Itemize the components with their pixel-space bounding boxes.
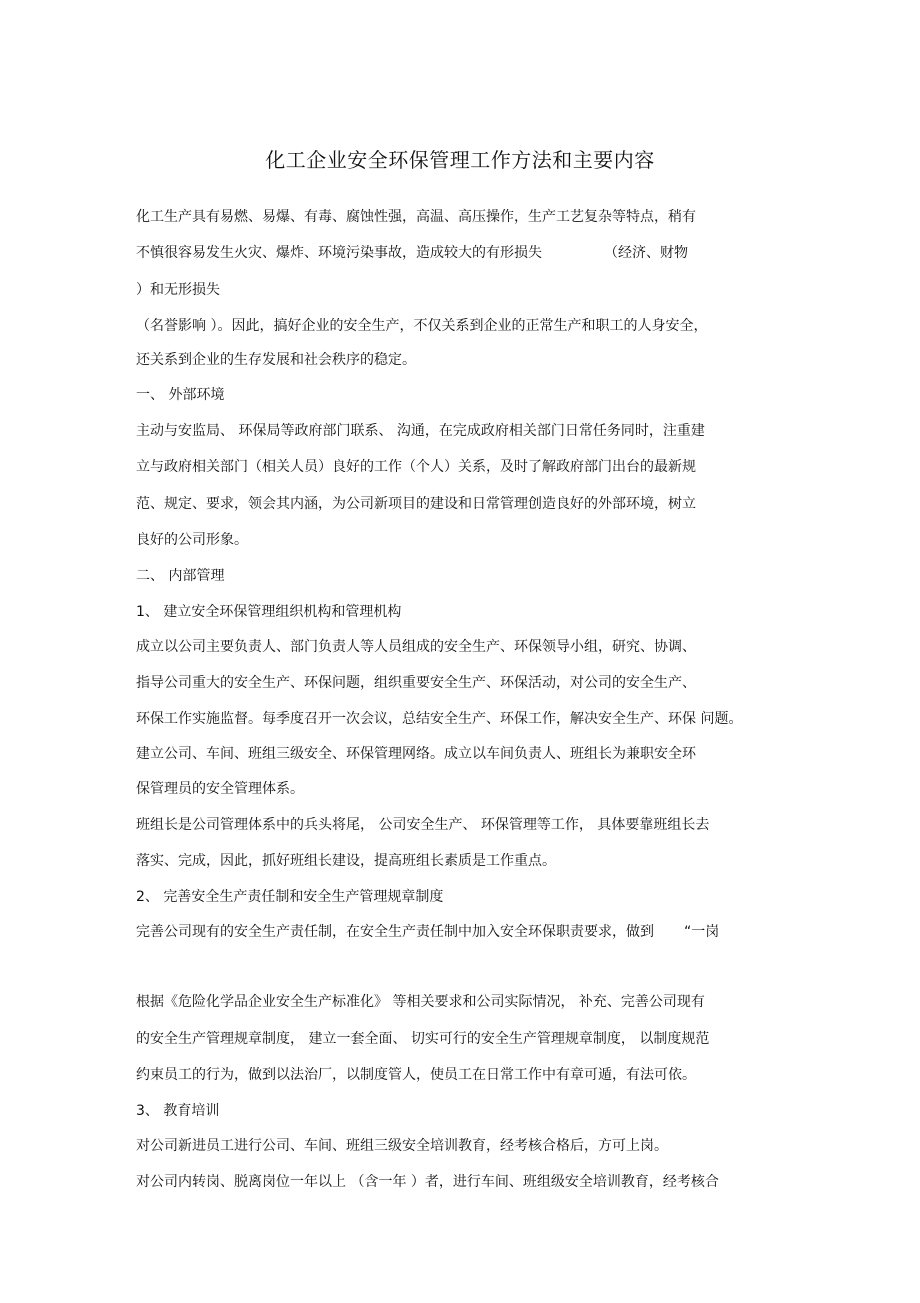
paragraph-line: 落实、完成，因此，抓好班组长建设，提高班组长素质是工作重点。 bbox=[136, 853, 556, 869]
paragraph-line: 指导公司重大的安全生产、环保问题，组织重要安全生产、环保活动，对公司的安全生产、 bbox=[136, 675, 696, 691]
paragraph-line: 不慎很容易发生火灾、爆炸、环境污染事故，造成较大的有形损失 bbox=[136, 245, 542, 261]
paragraph-line: 成立以公司主要负责人、部门负责人等人员组成的安全生产、环保领导小组，研究、协调、 bbox=[136, 639, 696, 655]
section-heading: 一、 外部环境 bbox=[136, 387, 225, 403]
paragraph-line: 建立公司、车间、班组三级安全、环保管理网络。成立以车间负责人、班组长为兼职安全环 bbox=[136, 746, 696, 762]
paragraph-line: 主动与安监局、 环保局等政府部门联系、 沟通，在完成政府相关部门日常任务同时，注重建 bbox=[136, 423, 705, 439]
paragraph-line: 保管理员的安全管理体系。 bbox=[136, 781, 304, 797]
subsection-heading: 1、 建立安全环保管理组织机构和管理机构 bbox=[136, 604, 402, 620]
paragraph-line: 良好的公司形象。 bbox=[136, 532, 248, 548]
subsection-heading: 3、 教育培训 bbox=[136, 1103, 220, 1119]
paragraph-line: 完善公司现有的安全生产责任制，在安全生产责任制中加入安全环保职责要求，做到 bbox=[136, 924, 654, 940]
subsection-heading: 2、 完善安全生产责任制和安全生产管理规章制度 bbox=[136, 889, 444, 905]
paragraph-line: 对公司内转岗、脱离岗位一年以上 （含一年 ）者，进行车间、班组级安全培训教育，经考核合 bbox=[136, 1174, 719, 1190]
paragraph-line: 对公司新进员工进行公司、车间、班组三级安全培训教育，经考核合格后，方可上岗。 bbox=[136, 1138, 668, 1154]
paragraph-line: 化工生产具有易燃、易爆、有毒、腐蚀性强，高温、高压操作，生产工艺复杂等特点，稍有 bbox=[136, 209, 696, 225]
paragraph-line: （名誉影响 ）。因此，搞好企业的安全生产，不仅关系到企业的正常生产和职工的人身安全， bbox=[136, 318, 708, 334]
paragraph-line: 还关系到企业的生存发展和社会秩序的稳定。 bbox=[136, 352, 416, 368]
paragraph-line: 的安全生产管理规章制度， 建立一套全面、 切实可行的安全生产管理规章制度， 以制度规范 bbox=[136, 1031, 710, 1047]
paragraph-line: “一岗 bbox=[684, 924, 720, 940]
paragraph-line: 班组长是公司管理体系中的兵头将尾， 公司安全生产、 环保管理等工作， 具体要靠班组长去 bbox=[136, 817, 710, 833]
paragraph-line: 立与政府相关部门（相关人员）良好的工作（个人）关系，及时了解政府部门出台的最新规 bbox=[136, 459, 696, 475]
section-heading: 二、 内部管理 bbox=[136, 568, 225, 584]
paragraph-line: 约束员工的行为，做到以法治厂，以制度管人，使员工在日常工作中有章可遁，有法可依。 bbox=[136, 1067, 696, 1083]
paragraph-line: 环保工作实施监督。每季度召开一次会议，总结安全生产、环保工作，解决安全生产、环保 问题。 bbox=[136, 711, 743, 727]
paragraph-line: 根据《危险化学品企业安全生产标准化》 等相关要求和公司实际情况， 补充、完善公司现有 bbox=[136, 994, 705, 1010]
paragraph-line: 范、规定、要求，领会其内涵，为公司新项目的建设和日常管理创造良好的外部环境，树立 bbox=[136, 496, 696, 512]
document-title: 化工企业安全环保管理工作方法和主要内容 bbox=[265, 148, 655, 172]
paragraph-line: （经济、财物 bbox=[604, 245, 688, 261]
paragraph-line: ）和无形损失 bbox=[136, 282, 220, 298]
